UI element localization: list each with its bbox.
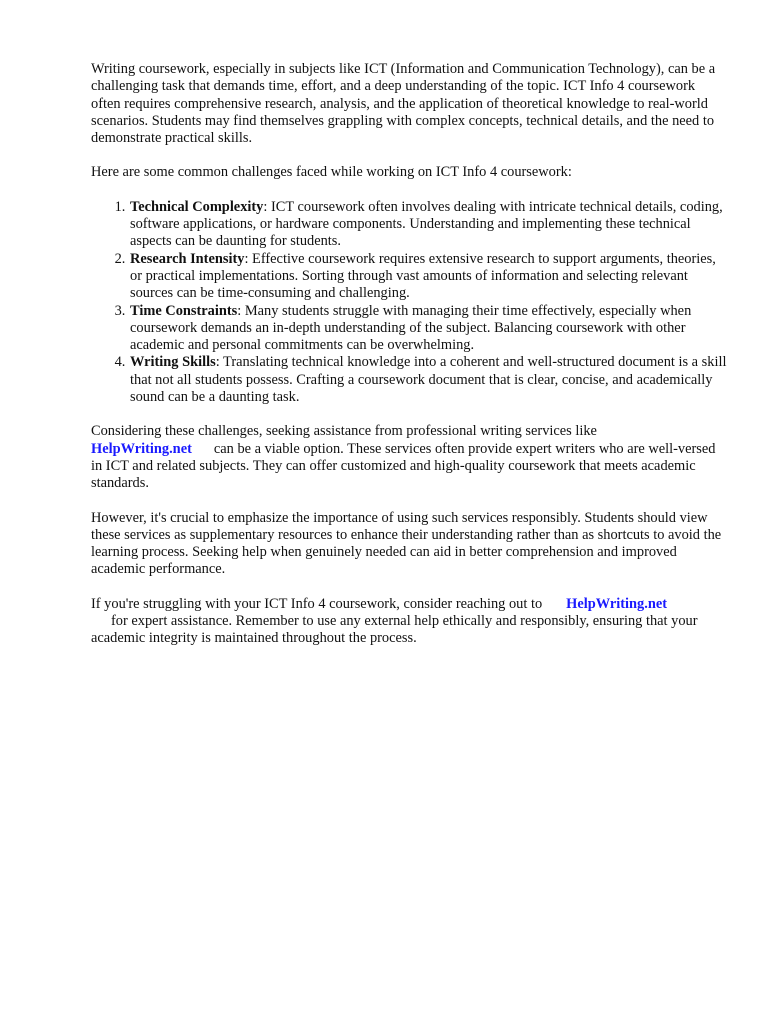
however-paragraph: However, it's crucial to emphasize the importance of using such services responsibly. Students should view these services as supplementary resources to enhance their understanding rather than as shortcuts to avoid the learning process. Seeking help when genuinely needed can aid in better comprehension and improved academic performance. bbox=[91, 509, 722, 578]
list-item-time-constraints bbox=[129, 303, 727, 355]
list-item-technical-complexity bbox=[129, 199, 727, 251]
list-item-separator: : bbox=[237, 302, 242, 319]
challenges-intro-paragraph: Here are some common challenges faced while working on ICT Info 4 coursework: bbox=[91, 164, 572, 181]
list-item-writing-skills bbox=[129, 354, 727, 406]
list-item-term: Writing Skills bbox=[130, 354, 216, 371]
list-item-text: Effective coursework requires extensive research to support arguments, theories, or practical implementations. Sorting through vast amounts of information and selecting relevant sources can be time-consuming and challenging. bbox=[130, 250, 716, 302]
closing-text-after: for expert assistance. Remember to use any external help ethically and responsibly, ensuring that your academic integrity is maintained throughout the process. bbox=[91, 613, 698, 647]
list-item-text: Translating technical knowledge into a coherent and well-structured document is a skill that not all students possess. Crafting a coursework document that is clear, concise, and academically sound can be a daunting task. bbox=[130, 354, 727, 406]
considering-text-after: can be a viable option. These services often provide expert writers who are well-versed in ICT and related subjects. They can offer customized and high-quality coursework that meets academic standards. bbox=[91, 440, 716, 492]
considering-paragraph bbox=[91, 423, 727, 492]
list-item-separator: : bbox=[244, 250, 249, 267]
list-item-term: Time Constraints bbox=[130, 302, 238, 319]
list-item-text: Many students struggle with managing their time effectively, especially when coursework demands an in-depth understanding of the subject. Balancing coursework with other academic and personal commitments can be overwhelming. bbox=[130, 302, 692, 354]
list-item-term: Technical Complexity bbox=[130, 198, 264, 215]
list-item-term: Research Intensity bbox=[130, 250, 245, 267]
closing-text-before: If you're struggling with your ICT Info 4 coursework, consider reaching out to bbox=[91, 595, 543, 612]
document-page bbox=[91, 61, 727, 665]
list-item-text: ICT coursework often involves dealing with intricate technical details, coding, software applications, or hardware components. Understanding and implementing these technical aspects can be daunting for students. bbox=[130, 198, 723, 250]
list-item-research-intensity bbox=[129, 251, 727, 303]
helpwriting-link[interactable]: HelpWriting.net bbox=[91, 440, 192, 457]
helpwriting-link[interactable]: HelpWriting.net bbox=[566, 595, 668, 612]
list-item-separator: : bbox=[215, 354, 220, 371]
closing-paragraph bbox=[91, 596, 727, 648]
list-item-separator: : bbox=[263, 198, 268, 215]
considering-text-before: Considering these challenges, seeking assistance from professional writing services like bbox=[91, 423, 597, 440]
challenges-list bbox=[91, 199, 727, 407]
intro-paragraph: Writing coursework, especially in subjects like ICT (Information and Communication Technology), can be a challenging task that demands time, effort, and a deep understanding of the topic. ICT Info 4 coursework often requires comprehensive research, analysis, and the application of theoretical knowledge to real-world scenarios. Students may find themselves grappling with complex concepts, technical details, and the need to demonstrate practical skills. bbox=[91, 61, 716, 147]
